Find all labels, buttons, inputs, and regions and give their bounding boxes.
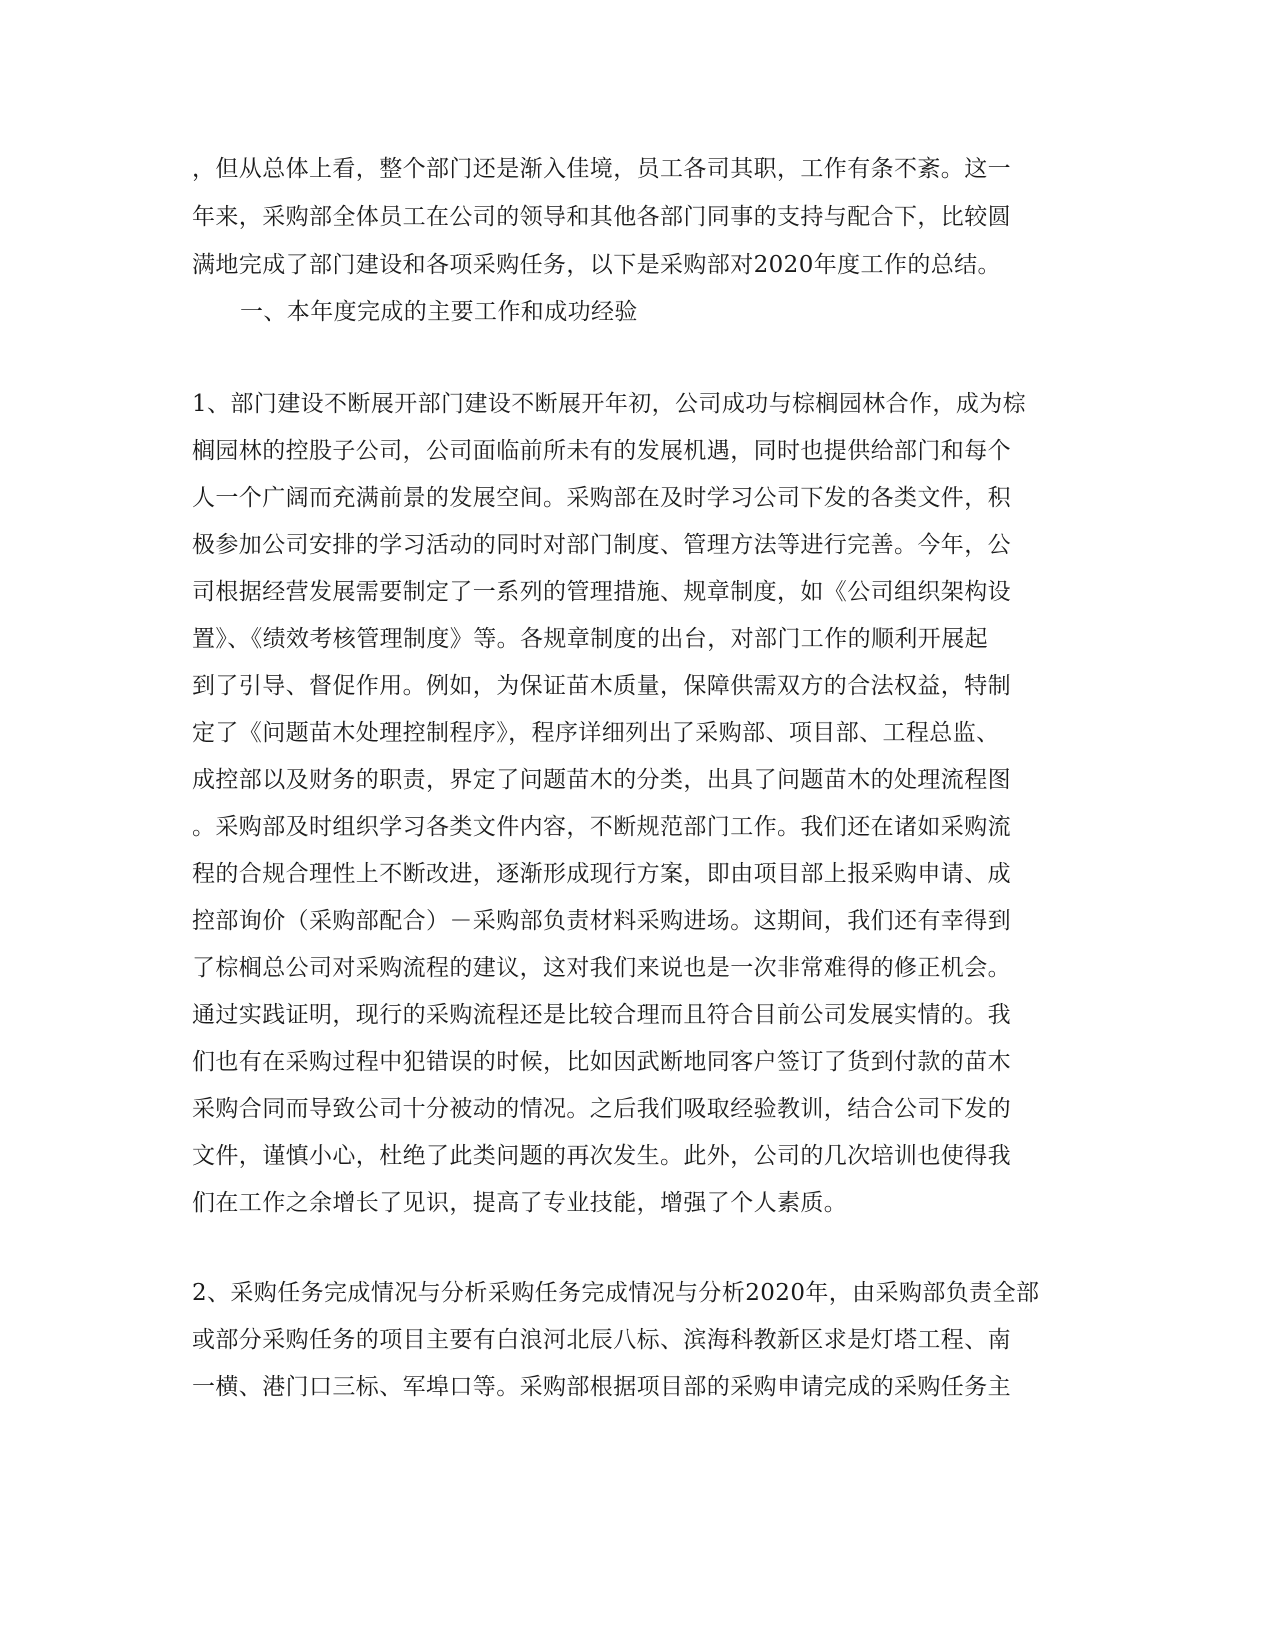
paragraph-line: 到了引导、督促作用。例如，为保证苗木质量，保障供需双方的合法权益，特制 [192, 673, 1011, 699]
paragraph-line: 2、采购任务完成情况与分析采购任务完成情况与分析2020年，由采购部负责全部 [192, 1280, 1040, 1306]
paragraph-line: 程的合规合理性上不断改进，逐渐形成现行方案，即由项目部上报采购申请、成 [192, 861, 1011, 887]
paragraph-line: 们在工作之余增长了见识，提高了专业技能，增强了个人素质。 [192, 1190, 848, 1216]
paragraph-line: 置》、《绩效考核管理制度》等。各规章制度的出台，对部门工作的顺利开展起 [192, 626, 988, 652]
paragraph-line: 或部分采购任务的项目主要有白浪河北辰八标、滨海科教新区求是灯塔工程、南 [192, 1327, 1011, 1353]
paragraph-line: 极参加公司安排的学习活动的同时对部门制度、管理方法等进行完善。今年，公 [192, 532, 1011, 558]
paragraph-line: 1、部门建设不断展开部门建设不断展开年初，公司成功与棕榈园林合作，成为棕 [192, 391, 1027, 417]
intro-line: ，但从总体上看，整个部门还是渐入佳境，员工各司其职，工作有条不紊。这一 [192, 156, 1011, 182]
intro-line: 年来，采购部全体员工在公司的领导和其他各部门同事的支持与配合下，比较圆 [192, 204, 1011, 230]
paragraph-line: 定了《问题苗木处理控制程序》，程序详细列出了采购部、项目部、工程总监、 [192, 720, 1000, 746]
paragraph-line: 成控部以及财务的职责，界定了问题苗木的分类，出具了问题苗木的处理流程图 [192, 767, 1011, 793]
paragraph-line: 采购合同而导致公司十分被动的情况。之后我们吸取经验教训，结合公司下发的 [192, 1096, 1011, 1122]
paragraph-line: 人一个广阔而充满前景的发展空间。采购部在及时学习公司下发的各类文件，积 [192, 485, 1011, 511]
paragraph-line: 了棕榈总公司对采购流程的建议，这对我们来说也是一次非常难得的修正机会。 [192, 955, 1011, 981]
paragraph-line: 。采购部及时组织学习各类文件内容，不断规范部门工作。我们还在诸如采购流 [192, 814, 1011, 840]
section-heading: 一、本年度完成的主要工作和成功经验 [240, 299, 638, 325]
paragraph-line: 通过实践证明，现行的采购流程还是比较合理而且符合目前公司发展实情的。我 [192, 1002, 1011, 1028]
paragraph-line: 一横、港门口三标、军埠口等。采购部根据项目部的采购申请完成的采购任务主 [192, 1374, 1011, 1400]
paragraph-line: 文件，谨慎小心，杜绝了此类问题的再次发生。此外，公司的几次培训也使得我 [192, 1143, 1011, 1169]
intro-line: 满地完成了部门建设和各项采购任务，以下是采购部对2020年度工作的总结。 [192, 252, 1001, 278]
paragraph-line: 控部询价（采购部配合）－采购部负责材料采购进场。这期间，我们还有幸得到 [192, 908, 1011, 934]
paragraph-line: 们也有在采购过程中犯错误的时候，比如因武断地同客户签订了货到付款的苗木 [192, 1049, 1011, 1075]
paragraph-line: 司根据经营发展需要制定了一系列的管理措施、规章制度，如《公司组织架构设 [192, 579, 1011, 605]
paragraph-line: 榈园林的控股子公司，公司面临前所未有的发展机遇，同时也提供给部门和每个 [192, 438, 1011, 464]
